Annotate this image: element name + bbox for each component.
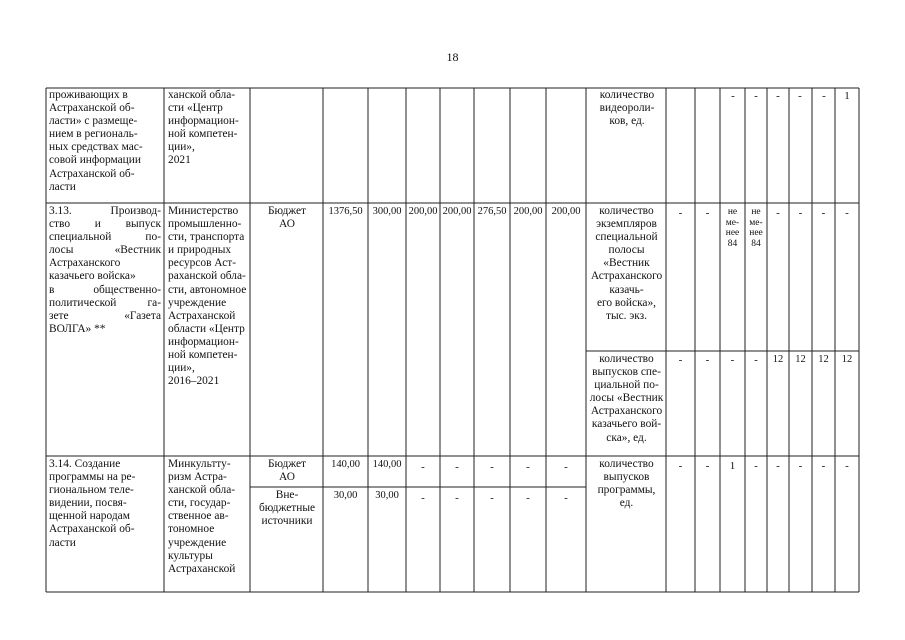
- name-line: [49, 284, 161, 297]
- row-3-14-ind-value: 1: [729, 460, 736, 472]
- row-3-13-ind1-value: не ме- нее 84: [749, 207, 763, 249]
- cont-indicator: количество видеороли- ков, ед.: [599, 89, 655, 128]
- name-line: [49, 310, 161, 323]
- row-3-13-indicator-2: количество выпусков спе- циальной по- лосы «Вестник Астраханского казачьего вой- ска», ед.: [589, 353, 664, 444]
- row-3-14-ind-value: -: [821, 460, 826, 472]
- row-3-13-ind2-value: -: [678, 354, 683, 366]
- row-3-13-executor: Министерство промышленно- сти, транспорта и природных ресурсов Аст- раханской обла- сти, автономное учреждение Астраханской области «Центр информацион- ной компетен- ции», 2016–2021: [168, 205, 247, 388]
- name-line: [49, 244, 161, 257]
- cont-value: -: [731, 90, 735, 102]
- name-line: [49, 323, 161, 336]
- name-line: [49, 270, 161, 283]
- name-line: [49, 218, 161, 231]
- name-word: и: [94, 218, 101, 231]
- row-3-14-name: 3.14. Создание программы на ре- гиональном теле- видении, посвя- щенной народам Астраханской об- ласти: [49, 458, 136, 549]
- row-3-13-ind1-value: -: [798, 207, 803, 219]
- name-line: [49, 231, 161, 244]
- row-3-14-total-1: 140,00: [331, 459, 360, 470]
- name-word: по-: [145, 231, 161, 244]
- row-3-13-ind1-value: -: [821, 207, 826, 219]
- row-3-14-ind-value: -: [776, 460, 780, 472]
- name-line: [49, 205, 161, 218]
- row-3-13-ind2-value: 12: [841, 354, 853, 365]
- name-word: Астраханского: [49, 257, 121, 270]
- name-word: казачьего войска»: [49, 270, 136, 283]
- name-word: политической: [49, 296, 117, 309]
- name-word: зете: [49, 309, 69, 322]
- row-3-13-ind1-value: -: [705, 207, 710, 219]
- name-word: общественно-: [93, 283, 161, 296]
- row-3-14-source-2: Вне- бюджетные источники: [258, 489, 316, 528]
- row-3-13-indicator-1: количество экземпляров специальной полосы «Вестник Астраханского казачь- его войска», тыс. экз.: [590, 205, 663, 322]
- name-line: [49, 257, 161, 270]
- row-3-14-year-1: 140,00: [372, 459, 402, 470]
- row-3-13-year: 200,00: [513, 206, 543, 217]
- row-3-13-ind2-value: 12: [818, 354, 829, 365]
- row-3-13-ind2-value: -: [754, 354, 758, 366]
- name-word: ВОЛГА» **: [49, 322, 106, 335]
- row-3-14-year-2: -: [421, 492, 425, 504]
- row-3-13-year: 300,00: [372, 206, 402, 217]
- name-word: специальной: [49, 231, 112, 244]
- row-3-14-year-2: -: [455, 492, 459, 504]
- cont-value: -: [776, 90, 780, 102]
- row-3-13-year: 200,00: [551, 206, 581, 217]
- row-3-14-ind-value: -: [678, 460, 683, 472]
- row-3-14-year-1: -: [526, 461, 530, 473]
- name-word: в: [49, 283, 55, 296]
- name-line: [49, 297, 161, 310]
- name-word: Производ-: [110, 205, 161, 217]
- cont-value: -: [754, 90, 758, 102]
- row-3-13-ind2-value: -: [730, 354, 735, 366]
- name-word: ство: [49, 218, 71, 231]
- row-3-13-ind2-value: -: [705, 354, 710, 366]
- row-3-14-source-1: Бюджет АО: [267, 458, 307, 484]
- name-word: лосы: [49, 244, 74, 257]
- name-word: выпуск: [125, 218, 161, 231]
- row-3-14-year-1: -: [564, 461, 568, 473]
- row-3-13-year: 276,50: [477, 206, 507, 217]
- row-3-14-executor: Минкультту- ризм Астра- ханской обла- сти, государ- ственное ав- тономное учреждение культуры Астраханской: [168, 458, 236, 575]
- row-3-13-ind2-value: 12: [772, 354, 784, 365]
- cont-value: -: [822, 90, 826, 102]
- row-3-13-ind1-value: -: [845, 207, 849, 219]
- row-3-14-year-1: -: [455, 461, 459, 473]
- row-3-13-ind1-value: не ме- нее 84: [725, 207, 740, 249]
- row-3-13-ind2-value: 12: [795, 354, 806, 365]
- row-3-14-year-2: 30,00: [375, 490, 399, 501]
- name-word: 3.13.: [49, 205, 72, 217]
- row-3-14-ind-value: -: [754, 460, 758, 472]
- row-3-13-name: [49, 205, 161, 336]
- row-3-14-year-1: -: [421, 461, 425, 473]
- row-3-14-year-1: -: [490, 461, 494, 473]
- row-3-14-ind-value: -: [705, 460, 710, 472]
- row-3-14-ind-value: -: [845, 460, 849, 472]
- row-3-13-total: 1376,50: [328, 206, 363, 217]
- name-word: га-: [147, 296, 161, 309]
- row-3-14-year-2: -: [564, 492, 568, 504]
- row-3-14-total-2: 30,00: [333, 490, 358, 501]
- page-number: 18: [446, 50, 459, 64]
- row-3-14-year-2: -: [490, 492, 494, 504]
- row-3-14-year-2: -: [526, 492, 530, 504]
- row-3-13-ind1-value: -: [776, 207, 780, 219]
- cont-value: 1: [844, 90, 850, 102]
- cont-name: проживающих в Астраханской об- ласти» с размеще- нием в региональ- ных средствах мас- совой информации Астраханской об- ласти: [49, 89, 143, 193]
- row-3-13-source: Бюджет АО: [267, 205, 307, 231]
- cont-executor: ханской обла- сти «Центр информацион- ной компетен- ции», 2021: [168, 89, 239, 167]
- row-3-13-year: 200,00: [408, 206, 438, 217]
- cont-value: -: [798, 90, 802, 102]
- row-3-13-ind1-value: -: [678, 207, 683, 219]
- name-word: «Вестник: [114, 244, 161, 257]
- row-3-13-year: 200,00: [442, 206, 472, 217]
- row-3-14-ind-value: -: [798, 460, 803, 472]
- name-word: «Газета: [124, 309, 161, 322]
- row-3-14-indicator: количество выпусков программы, ед.: [597, 458, 656, 510]
